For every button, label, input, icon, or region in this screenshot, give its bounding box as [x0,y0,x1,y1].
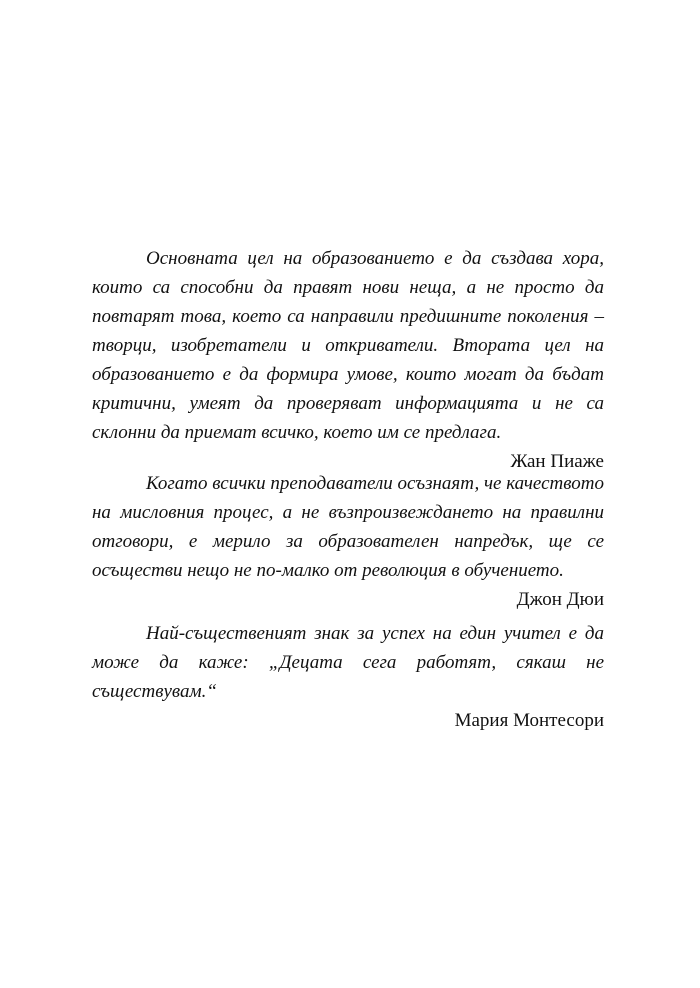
quote-author: Джон Дюи [516,589,604,610]
quote-author: Мария Монтесори [454,710,604,731]
quote-text: Когато всички преподаватели осъзнаят, че качеството на мисловния процес, а не възпроизвеждането на правилни отговори, е мерило за образователен напредък, ще се осъществи нещо не по-малко от революция в обучението. [92,473,604,581]
quote-block-montessori [92,619,604,735]
quote-text: Основната цел на образованието е да създава хора, които са способни да правят нови неща, а не просто да повтарят това, което са направили предишните поколения – творци, изобретатели и откриватели. Втората цел на образованието е да формира умове, които могат да бъдат критични, умеят да проверяват информацията и не са склонни да приемат всичко, което им се предлага. [92,248,604,443]
quote-block-piaget [92,244,604,476]
quote-author: Жан Пиаже [510,451,604,472]
quote-block-dewey [92,469,604,614]
quote-text: Най-съществeният знак за успех на един учител е да може да каже: „Децата сега работят, сякаш не съществувам.“ [92,623,604,702]
